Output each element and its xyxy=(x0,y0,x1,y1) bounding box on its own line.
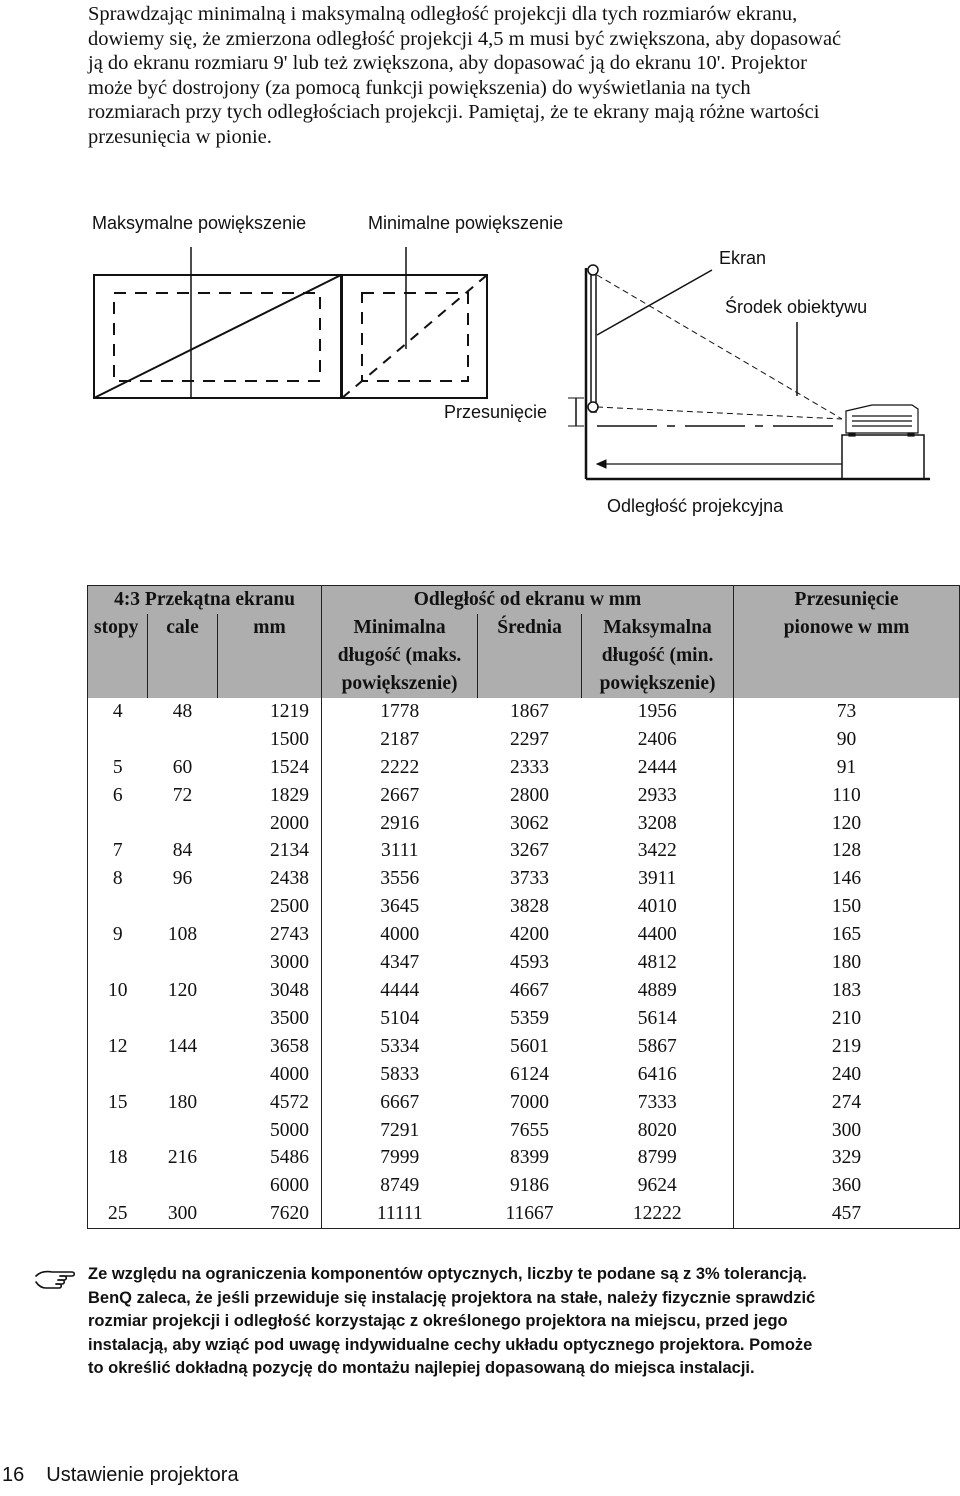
header-inches: cale xyxy=(148,614,218,642)
label-distance: Odległość projekcyjna xyxy=(607,496,784,516)
label-lens-center: Środek obiektywu xyxy=(725,297,868,317)
cell-feet: 7 xyxy=(88,837,148,865)
intro-line: Sprawdzając minimalną i maksymalną odległość projekcji dla tych rozmiarów ekranu, xyxy=(88,3,798,25)
label-screen: Ekran xyxy=(719,248,767,268)
cell-inches xyxy=(148,726,218,754)
cell-min-distance: 2187 xyxy=(322,726,478,754)
header-max-distance: Maksymalna xyxy=(582,614,734,642)
cell-vertical-shift: 128 xyxy=(734,837,960,865)
cell-vertical-shift: 360 xyxy=(734,1172,960,1200)
header-shift-line: pionowe w mm xyxy=(734,614,960,642)
cell-max-distance: 4400 xyxy=(582,921,734,949)
cell-min-distance: 4347 xyxy=(322,949,478,977)
cell-min-distance: 11111 xyxy=(322,1200,478,1228)
cell-avg-distance: 4593 xyxy=(510,952,550,974)
cell-min-distance: 3556 xyxy=(322,865,478,893)
projection-distance-table xyxy=(87,585,960,1229)
intro-paragraph xyxy=(88,2,948,149)
note-line: Ze względu na ograniczenia komponentów optycznych, liczby te podane są z 3% tolerancją. xyxy=(88,1265,807,1283)
table-row xyxy=(88,1172,960,1200)
cell-vertical-shift: 219 xyxy=(734,1033,960,1061)
cell-inches: 144 xyxy=(167,1035,198,1057)
table-row xyxy=(88,921,960,949)
cell-mm: 1219 xyxy=(218,698,322,726)
cell-mm: 6000 xyxy=(218,1172,322,1200)
intro-line: dowiemy się, że zmierzona odległość projekcji 4,5 m musi być zwiększona, aby dopasować xyxy=(88,27,842,50)
cell-feet xyxy=(88,1005,148,1033)
cell-inches: 300 xyxy=(148,1200,218,1228)
cell-inches: 48 xyxy=(172,700,193,722)
table-row xyxy=(88,1005,960,1033)
header-min-distance: Minimalna xyxy=(322,614,478,642)
cell-min-distance: 3645 xyxy=(322,893,478,921)
label-max-zoom: Maksymalne powiększenie xyxy=(92,213,307,233)
cell-mm: 4000 xyxy=(218,1061,322,1089)
cell-min-distance: 7291 xyxy=(322,1117,478,1145)
cell-min-distance: 7999 xyxy=(322,1144,478,1172)
projector-icon xyxy=(846,405,918,436)
table-row xyxy=(88,893,960,921)
header-vertical-shift xyxy=(734,586,960,614)
cell-feet: 9 xyxy=(88,921,148,949)
cell-feet xyxy=(88,1061,148,1089)
cell-min-distance: 5334 xyxy=(322,1033,478,1061)
cell-feet xyxy=(88,949,148,977)
cell-mm: 5486 xyxy=(218,1144,322,1172)
note-line: BenQ zaleca, że jeśli przewiduje się instalację projektora na stałe, należy fizycznie sprawdzić xyxy=(88,1288,816,1307)
cell-min-distance: 5833 xyxy=(322,1061,478,1089)
cell-feet xyxy=(88,810,148,838)
cell-avg-distance: 3062 xyxy=(510,812,550,834)
cell-vertical-shift: 90 xyxy=(734,726,960,754)
tolerance-note xyxy=(88,1263,958,1381)
cell-feet: 8 xyxy=(88,865,148,893)
cell-mm: 1524 xyxy=(218,754,322,782)
cell-mm: 1829 xyxy=(218,782,322,810)
cell-max-distance: 2933 xyxy=(582,782,734,810)
cell-inches: 180 xyxy=(167,1091,198,1113)
cell-feet: 5 xyxy=(88,754,148,782)
table-row xyxy=(88,1061,960,1089)
cell-vertical-shift: 91 xyxy=(734,754,960,782)
cell-inches xyxy=(148,1005,218,1033)
cell-max-distance: 3911 xyxy=(582,865,734,893)
cell-vertical-shift: 183 xyxy=(734,977,960,1005)
cell-max-distance: 6416 xyxy=(582,1061,734,1089)
cell-max-distance: 3422 xyxy=(582,837,734,865)
cell-mm: 3000 xyxy=(218,949,322,977)
cell-vertical-shift: 210 xyxy=(734,1005,960,1033)
table-row xyxy=(88,726,960,754)
cell-max-distance: 8799 xyxy=(582,1144,734,1172)
label-offset: Przesunięcie xyxy=(444,402,548,422)
cell-inches xyxy=(148,949,218,977)
cell-vertical-shift: 240 xyxy=(734,1061,960,1089)
cell-vertical-shift: 120 xyxy=(734,810,960,838)
note-line: to określić dokładną pozycję do montażu najlepiej dopasowaną do miejsca instalacji. xyxy=(88,1359,755,1377)
cell-mm: 2500 xyxy=(218,893,322,921)
max-zoom-screen xyxy=(94,275,341,398)
cell-inches: 108 xyxy=(167,924,198,946)
cell-mm: 3048 xyxy=(218,977,322,1005)
cell-feet xyxy=(88,726,148,754)
header-min-detail: długość (maks. xyxy=(322,642,478,670)
cell-min-distance: 5104 xyxy=(322,1005,478,1033)
cell-vertical-shift: 146 xyxy=(734,865,960,893)
cell-avg-distance: 3733 xyxy=(510,868,550,890)
header-feet: stopy xyxy=(88,614,148,642)
cell-avg-distance: 9186 xyxy=(510,1175,550,1197)
cell-max-distance: 1956 xyxy=(582,698,734,726)
header-shift-line: Przesunięcie xyxy=(794,589,899,610)
table-row xyxy=(88,1033,960,1061)
cell-max-distance: 7333 xyxy=(582,1089,734,1117)
table-row xyxy=(88,782,960,810)
cell-feet: 25 xyxy=(88,1200,148,1228)
cell-feet: 18 xyxy=(88,1144,148,1172)
table-row xyxy=(88,698,960,726)
table-row xyxy=(88,1144,960,1172)
cell-vertical-shift: 180 xyxy=(734,949,960,977)
cell-min-distance: 2222 xyxy=(322,754,478,782)
cell-avg-distance: 11667 xyxy=(478,1200,582,1228)
cell-min-distance: 4444 xyxy=(322,977,478,1005)
cell-avg-distance: 2800 xyxy=(510,784,550,806)
cell-inches: 60 xyxy=(172,756,193,778)
table-row xyxy=(88,837,960,865)
cell-vertical-shift: 73 xyxy=(734,698,960,726)
table-row xyxy=(88,754,960,782)
cell-max-distance: 8020 xyxy=(582,1117,734,1145)
cell-avg-distance: 2333 xyxy=(510,756,550,778)
cell-avg-distance: 3828 xyxy=(510,896,550,918)
cell-avg-distance: 4200 xyxy=(510,924,550,946)
cell-vertical-shift: 110 xyxy=(734,782,960,810)
cell-vertical-shift: 150 xyxy=(734,893,960,921)
cell-mm: 2000 xyxy=(218,810,322,838)
cell-mm: 4572 xyxy=(218,1089,322,1117)
cell-mm: 1500 xyxy=(218,726,322,754)
table-row xyxy=(88,949,960,977)
table-row xyxy=(88,977,960,1005)
cell-vertical-shift: 300 xyxy=(734,1117,960,1145)
cell-avg-distance: 4667 xyxy=(510,979,550,1001)
cell-mm: 2438 xyxy=(218,865,322,893)
cell-mm: 2134 xyxy=(218,837,322,865)
cell-max-distance: 3208 xyxy=(582,810,734,838)
cell-avg-distance: 5601 xyxy=(510,1035,550,1057)
cell-feet: 10 xyxy=(88,977,148,1005)
cell-vertical-shift: 165 xyxy=(734,921,960,949)
header-max-detail: powiększenie) xyxy=(582,670,734,698)
table-row xyxy=(88,1089,960,1117)
cell-feet xyxy=(88,1117,148,1145)
cell-min-distance: 6667 xyxy=(322,1089,478,1117)
cell-min-distance: 2916 xyxy=(322,810,478,838)
cell-avg-distance: 2297 xyxy=(510,728,550,750)
cell-inches: 84 xyxy=(172,840,193,862)
cell-inches xyxy=(148,810,218,838)
pointing-hand-icon xyxy=(32,1260,80,1296)
header-max-detail: długość (min. xyxy=(582,642,734,670)
header-screen-diagonal: 4:3 Przekątna ekranu xyxy=(88,586,322,614)
cell-max-distance: 4889 xyxy=(582,977,734,1005)
label-min-zoom: Minimalne powiększenie xyxy=(368,213,564,233)
cell-max-distance: 2444 xyxy=(582,754,734,782)
header-min-detail: powiększenie) xyxy=(322,670,478,698)
header-average: Średnia xyxy=(478,614,582,642)
cell-inches: 120 xyxy=(167,979,198,1001)
table-row xyxy=(88,865,960,893)
intro-line: może być dostrojony (za pomocą funkcji powiększenia) do wyświetlania na tych xyxy=(88,76,751,99)
note-line: rozmiar projekcji i odległość korzystając z określonego projektora na miejscu, przed jego xyxy=(88,1312,788,1330)
cell-feet xyxy=(88,893,148,921)
cell-max-distance: 4812 xyxy=(582,949,734,977)
cell-inches: 216 xyxy=(167,1147,198,1169)
cell-inches xyxy=(148,1061,218,1089)
table-row xyxy=(88,810,960,838)
table-row xyxy=(88,1200,960,1228)
cell-inches xyxy=(148,893,218,921)
projection-diagram xyxy=(0,195,960,535)
cell-mm: 7620 xyxy=(218,1200,322,1228)
header-mm: mm xyxy=(218,614,322,642)
section-title: Ustawienie projektora xyxy=(46,1464,239,1486)
header-distance: Odległość od ekranu w mm xyxy=(322,586,734,614)
cell-feet: 6 xyxy=(88,782,148,810)
cell-feet: 12 xyxy=(88,1033,148,1061)
cell-avg-distance: 8399 xyxy=(510,1147,550,1169)
cell-min-distance: 4000 xyxy=(322,921,478,949)
note-line: instalacją, aby wziąć pod uwagę indywidualne cechy układu optycznego projektora. Pomoże xyxy=(88,1335,813,1354)
cell-max-distance: 5614 xyxy=(582,1005,734,1033)
intro-line: ją do ekranu rozmiaru 9' lub też zwiększona, aby dopasować ją do ekranu 10'. Projektor xyxy=(88,52,807,74)
cell-min-distance: 8749 xyxy=(322,1172,478,1200)
cell-avg-distance: 6124 xyxy=(510,1063,550,1085)
cell-vertical-shift: 329 xyxy=(734,1144,960,1172)
cell-max-distance: 9624 xyxy=(582,1172,734,1200)
table-row xyxy=(88,1117,960,1145)
intro-line: przesunięcia w pionie. xyxy=(88,125,272,148)
cell-min-distance: 1778 xyxy=(322,698,478,726)
cell-mm: 2743 xyxy=(218,921,322,949)
cell-max-distance: 2406 xyxy=(582,726,734,754)
cell-mm: 3658 xyxy=(218,1033,322,1061)
cell-avg-distance: 5359 xyxy=(510,1007,550,1029)
cell-vertical-shift: 274 xyxy=(734,1089,960,1117)
page-footer xyxy=(2,1464,239,1487)
cell-vertical-shift: 457 xyxy=(734,1200,960,1228)
cell-min-distance: 3111 xyxy=(322,837,478,865)
cell-inches: 96 xyxy=(172,868,193,890)
cell-min-distance: 2667 xyxy=(322,782,478,810)
cell-inches xyxy=(148,1117,218,1145)
cell-feet: 4 xyxy=(88,698,148,726)
cell-feet xyxy=(88,1172,148,1200)
intro-line: rozmiarach przy tych odległościach projekcji. Pamiętaj, że te ekrany mają różne wartości xyxy=(88,101,820,123)
cell-avg-distance: 7000 xyxy=(510,1091,550,1113)
cell-inches: 72 xyxy=(172,784,193,806)
cell-avg-distance: 7655 xyxy=(510,1119,550,1141)
cell-mm: 5000 xyxy=(218,1117,322,1145)
min-zoom-screen xyxy=(342,275,487,398)
cell-avg-distance: 1867 xyxy=(510,700,550,722)
cell-max-distance: 5867 xyxy=(582,1033,734,1061)
cell-mm: 3500 xyxy=(218,1005,322,1033)
leader-lines xyxy=(191,247,797,397)
cell-feet: 15 xyxy=(88,1089,148,1117)
cell-inches xyxy=(148,1172,218,1200)
cell-max-distance: 12222 xyxy=(582,1200,734,1228)
cell-avg-distance: 3267 xyxy=(510,840,550,862)
cell-max-distance: 4010 xyxy=(582,893,734,921)
page-number: 16 xyxy=(2,1464,25,1486)
